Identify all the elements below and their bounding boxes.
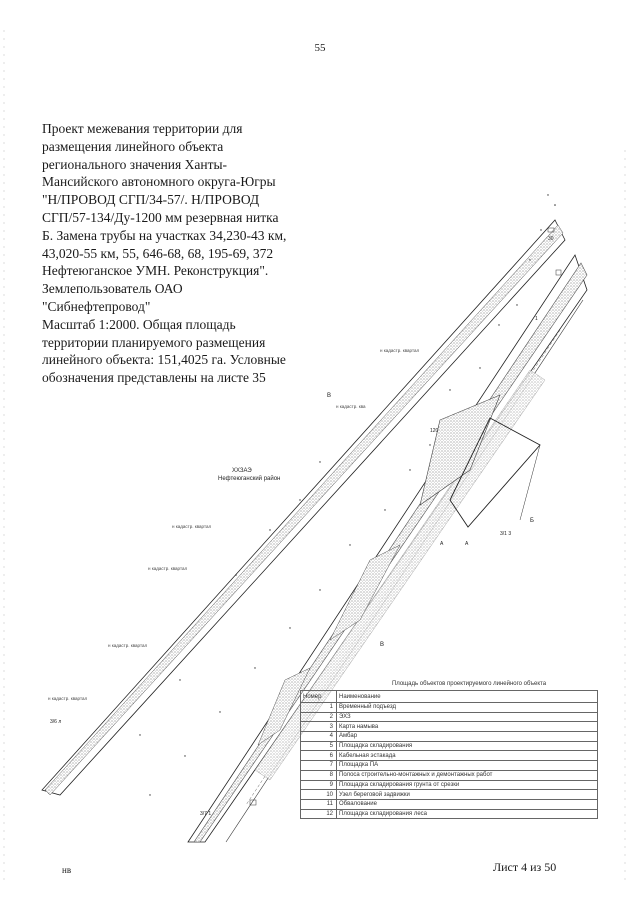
legend-row: [301, 741, 598, 751]
legend-row-number: 11: [301, 799, 337, 809]
description-line: Землепользователь ОАО: [42, 281, 183, 297]
legend-row-number: 12: [301, 809, 337, 819]
legend-row: [301, 732, 598, 742]
zone-letter-1: В: [327, 393, 332, 399]
legend-table: [300, 681, 598, 819]
legend-row-number: 9: [301, 780, 337, 790]
legend-col-name: Наименование: [337, 691, 598, 703]
legend-title: Площадь объектов проектируемого линейного объекта: [391, 681, 547, 687]
legend-row-number: 4: [301, 732, 337, 742]
legend-row-name: Временный подъезд: [337, 703, 598, 713]
svg-text:3/1 3: 3/1 3: [500, 531, 512, 537]
svg-text:1: 1: [535, 316, 538, 322]
legend-row-name: Площадка складирования: [337, 741, 598, 751]
page-number: 55: [314, 42, 326, 54]
description-line: Проект межевания территории для: [42, 121, 243, 136]
description-line: СГП/57-134/Ду-1200 мм резервная нитка: [42, 209, 279, 225]
legend-row-number: 3: [301, 722, 337, 732]
description-line: Нефтеюганское УМН. Реконструкция".: [42, 263, 269, 279]
region-label-2: Нефтеюганский район: [218, 476, 281, 482]
legend-row-name: Узел береговой задвижки: [337, 790, 598, 800]
legend-row-number: 5: [301, 741, 337, 751]
description-line: линейного объекта: 151,4025 га. Условные: [42, 352, 286, 368]
description-line: Мансийского автономного округа-Югры: [42, 174, 276, 190]
legend-row: [301, 780, 598, 790]
legend-row: [301, 790, 598, 800]
svg-text:3/6 л: 3/6 л: [50, 719, 62, 725]
legend-row: [301, 703, 598, 713]
description-line: "Н/ПРОВОД СГП/34-57/. Н/ПРОВОД: [42, 192, 260, 208]
legend-row: [301, 761, 598, 771]
legend-row-name: Карта намыва: [337, 722, 598, 732]
description-line: Масштаб 1:2000. Общая площадь: [42, 316, 236, 332]
project-description: [42, 120, 317, 387]
legend-row-name: Площадка складирования грунта от срезки: [337, 780, 598, 790]
legend-row: [301, 809, 598, 819]
legend-row-number: 2: [301, 712, 337, 722]
legend-row-name: Площадка ПА: [337, 761, 598, 771]
legend-row-number: 1: [301, 703, 337, 713]
description-line: "Сибнефтепровод": [42, 298, 151, 314]
description-line: Б. Замена трубы на участках 34,230-43 км,: [42, 227, 287, 243]
svg-text:н кадастр. квартал: н кадастр. квартал: [108, 643, 148, 648]
legend-col-number: Номер: [301, 691, 337, 703]
legend-row-number: 8: [301, 770, 337, 780]
legend-row-number: 10: [301, 790, 337, 800]
legend-row-name: Кабельная эстакада: [337, 751, 598, 761]
svg-text:н кадастр. квартал: н кадастр. квартал: [148, 566, 188, 571]
svg-text:А: А: [440, 541, 444, 547]
zone-letter-2: Б: [530, 518, 534, 524]
legend-row-name: Полоса строительно-монтажных и демонтажных работ: [337, 770, 598, 780]
description-line: 43,020-55 км, 55, 646-68, 68, 195-69, 372: [42, 245, 274, 261]
svg-text:н кадастр. квартал: н кадастр. квартал: [380, 348, 420, 353]
sheet-number: Лист 4 из 50: [493, 860, 557, 874]
svg-text:н кадастр. ква: н кадастр. ква: [336, 404, 366, 409]
legend-row: [301, 712, 598, 722]
legend-row-name: Обвалование: [337, 799, 598, 809]
zone-letter-3: В: [380, 642, 385, 648]
description-line: обозначения представлены на листе 35: [42, 370, 266, 386]
legend-row: [301, 751, 598, 761]
legend-row: [301, 770, 598, 780]
legend-row: [301, 799, 598, 809]
legend-row: [301, 722, 598, 732]
legend-row-name: Площадка складирования леса: [337, 809, 598, 819]
legend-row-name: ЭХЗ: [337, 712, 598, 722]
svg-text:А: А: [465, 541, 469, 547]
legend-row-number: 6: [301, 751, 337, 761]
region-label-1: ХХЗАЭ: [232, 468, 252, 474]
footer-mark: нв: [62, 865, 72, 875]
legend-header-row: [301, 691, 598, 703]
svg-text:30: 30: [548, 236, 554, 242]
svg-text:3/7 1: 3/7 1: [200, 811, 212, 817]
legend-row-number: 7: [301, 761, 337, 771]
svg-text:120: 120: [430, 428, 439, 434]
description-line: размещения линейного объекта: [42, 138, 224, 154]
legend-row-name: Амбар: [337, 732, 598, 742]
svg-text:н кадастр. квартал: н кадастр. квартал: [172, 524, 212, 529]
description-line: территории планируемого размещения: [42, 334, 266, 350]
description-line: регионального значения Ханты-: [42, 156, 228, 172]
svg-text:н кадастр. квартал: н кадастр. квартал: [48, 696, 88, 701]
